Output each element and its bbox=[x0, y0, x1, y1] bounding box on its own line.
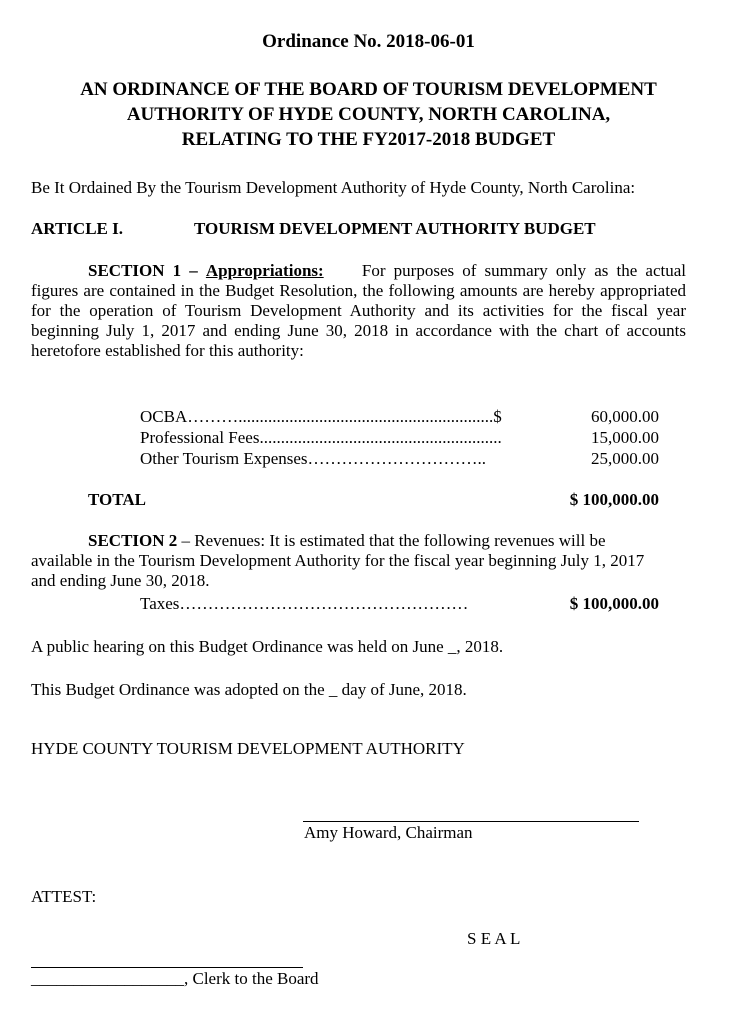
section-1-heading: Appropriations: bbox=[205, 261, 324, 280]
taxes-amount: $ 100,000.00 bbox=[569, 594, 659, 613]
appropriation-label-ocba: OCBA………............................................................$ bbox=[140, 407, 502, 426]
taxes-label: Taxes…………………………………………… bbox=[140, 594, 469, 613]
section-2-paragraph bbox=[31, 531, 671, 591]
title-line-2: AUTHORITY OF HYDE COUNTY, NORTH CAROLINA, bbox=[126, 104, 611, 125]
section-1-paragraph bbox=[31, 261, 686, 361]
section-1-label: SECTION 1 – bbox=[88, 261, 198, 280]
appropriation-amount-ocba: 60,000.00 bbox=[591, 407, 659, 426]
ordinance-number: Ordinance No. 2018-06-01 bbox=[262, 31, 475, 52]
total-label: TOTAL bbox=[88, 490, 146, 509]
seal-label: S E A L bbox=[467, 929, 521, 948]
section-2-body: – Revenues: It is estimated that the following revenues will be available in the Tourism Development Authority for the fiscal year beginning July 1, 2017 and ending June 30, 2018. bbox=[31, 531, 645, 590]
appropriation-amount-professional-fees: 15,000.00 bbox=[591, 428, 659, 447]
preamble: Be It Ordained By the Tourism Development Authority of Hyde County, North Carolina: bbox=[31, 178, 636, 197]
section-2-label: SECTION 2 bbox=[88, 531, 178, 550]
adoption-statement: This Budget Ordinance was adopted on the _ day of June, 2018. bbox=[31, 680, 467, 699]
section-1-body: For purposes of summary only as the actual figures are contained in the Budget Resolution, the following amounts are hereby appropriated for the operation of Tourism Development Authority and its activities for the fiscal year beginning July 1, 2017 and ending June 30, 2018 in accordance with the chart of accounts heretofore established for this authority: bbox=[31, 261, 687, 360]
hearing-statement: A public hearing on this Budget Ordinance was held on June _, 2018. bbox=[31, 637, 504, 656]
total-amount: $ 100,000.00 bbox=[569, 490, 659, 509]
title-line-3: RELATING TO THE FY2017-2018 BUDGET bbox=[181, 129, 556, 150]
clerk-title: , Clerk to the Board bbox=[184, 969, 319, 988]
appropriation-label-other-expenses: Other Tourism Expenses………………………….. bbox=[140, 449, 487, 468]
appropriation-amount-other-expenses: 25,000.00 bbox=[591, 449, 659, 468]
chairman-name: Amy Howard, Chairman bbox=[304, 823, 473, 842]
article-title: TOURISM DEVELOPMENT AUTHORITY BUDGET bbox=[194, 219, 596, 238]
article-number: ARTICLE I. bbox=[31, 219, 123, 238]
title-line-1: AN ORDINANCE OF THE BOARD OF TOURISM DEVELOPMENT bbox=[80, 79, 657, 100]
clerk-blank: __________________ bbox=[31, 969, 184, 988]
authority-name: HYDE COUNTY TOURISM DEVELOPMENT AUTHORITY bbox=[31, 739, 465, 758]
chairman-signature-line bbox=[303, 821, 639, 822]
clerk-line bbox=[31, 969, 319, 989]
clerk-signature-line bbox=[31, 967, 303, 968]
appropriation-label-professional-fees: Professional Fees......................................................... bbox=[140, 428, 502, 447]
attest-label: ATTEST: bbox=[31, 887, 97, 906]
